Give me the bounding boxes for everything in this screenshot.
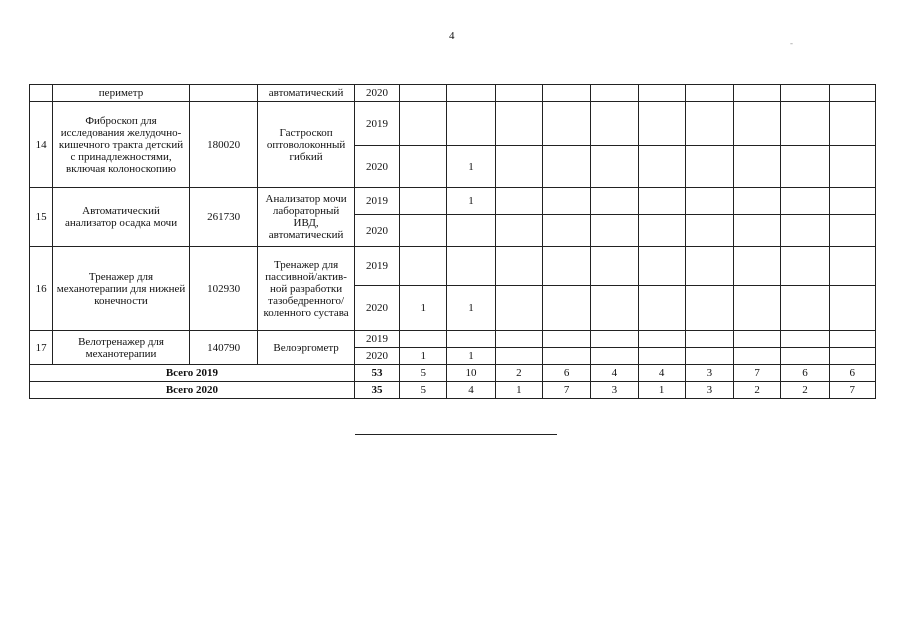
year-cell: 2019 [354, 102, 399, 146]
total-value: 3 [685, 382, 733, 399]
total-value: 4 [591, 365, 638, 382]
value-cell [447, 331, 495, 348]
value-cell [400, 331, 447, 348]
total-value: 2 [495, 365, 542, 382]
value-cell: 1 [400, 286, 447, 331]
value-cell [400, 146, 447, 188]
device-type-cell: Гастроскоп оптоволоконный гибкий [258, 102, 355, 188]
total-row-2019 [30, 365, 876, 382]
total-sum: 53 [354, 365, 399, 382]
total-value: 2 [734, 382, 781, 399]
row-number: 15 [30, 188, 53, 247]
device-name-cell: Тренажер для механотерапии для нижней конечности [53, 247, 190, 331]
total-value: 5 [400, 365, 447, 382]
value-cell [400, 188, 447, 215]
year-cell: 2020 [354, 215, 399, 247]
table-row [30, 331, 876, 348]
value-cell [447, 215, 495, 247]
table-row [30, 85, 876, 102]
total-value: 4 [447, 382, 495, 399]
total-value: 3 [591, 382, 638, 399]
corner-mark: - [790, 38, 793, 48]
device-type-cell: Велоэргометр [258, 331, 355, 365]
total-value: 3 [685, 365, 733, 382]
value-cell [400, 247, 447, 286]
value-cell: 1 [447, 188, 495, 215]
device-type-cell: Анализатор мочи лабораторный ИВД, автоматический [258, 188, 355, 247]
device-name-cell: Автоматический анализатор осадка мочи [53, 188, 190, 247]
total-value: 6 [781, 365, 829, 382]
total-value: 6 [829, 365, 875, 382]
total-value: 1 [495, 382, 542, 399]
total-label: Всего 2020 [30, 382, 355, 399]
value-cell: 1 [447, 286, 495, 331]
page-number: 4 [449, 30, 455, 42]
year-cell: 2020 [354, 85, 399, 102]
total-value: 7 [829, 382, 875, 399]
device-name-cell: Велотренажер для механотерапии [53, 331, 190, 365]
table-row [30, 247, 876, 286]
year-cell: 2019 [354, 331, 399, 348]
row-number: 14 [30, 102, 53, 188]
total-value: 2 [781, 382, 829, 399]
total-value: 10 [447, 365, 495, 382]
equipment-table [29, 84, 876, 399]
device-code-cell: 261730 [189, 188, 257, 247]
device-code-cell: 140790 [189, 331, 257, 365]
table-row [30, 188, 876, 215]
device-type-cell: автоматический [258, 85, 355, 102]
device-name-cell: периметр [53, 85, 190, 102]
year-cell: 2019 [354, 247, 399, 286]
total-value: 6 [542, 365, 590, 382]
year-cell: 2019 [354, 188, 399, 215]
value-cell: 1 [447, 348, 495, 365]
total-value: 7 [734, 365, 781, 382]
device-code-cell: 180020 [189, 102, 257, 188]
total-value: 1 [638, 382, 685, 399]
year-cell: 2020 [354, 146, 399, 188]
value-cell: 1 [447, 146, 495, 188]
value-cell [400, 102, 447, 146]
row-number: 16 [30, 247, 53, 331]
total-value: 7 [542, 382, 590, 399]
value-cell [400, 215, 447, 247]
table-row [30, 102, 876, 146]
value-cell [447, 247, 495, 286]
total-sum: 35 [354, 382, 399, 399]
device-name-cell: Фиброскоп для исследования желудочно-кишечного тракта детский с принадлежностями, включая колоноскопию [53, 102, 190, 188]
total-label: Всего 2019 [30, 365, 355, 382]
device-type-cell: Тренажер для пассивной/актив-ной разработки тазобедренного/ коленного сустава [258, 247, 355, 331]
year-cell: 2020 [354, 286, 399, 331]
device-code-cell: 102930 [189, 247, 257, 331]
value-cell [447, 102, 495, 146]
value-cell: 1 [400, 348, 447, 365]
total-value: 5 [400, 382, 447, 399]
year-cell: 2020 [354, 348, 399, 365]
total-row-2020 [30, 382, 876, 399]
total-value: 4 [638, 365, 685, 382]
separator-line [355, 434, 557, 435]
row-number: 17 [30, 331, 53, 365]
